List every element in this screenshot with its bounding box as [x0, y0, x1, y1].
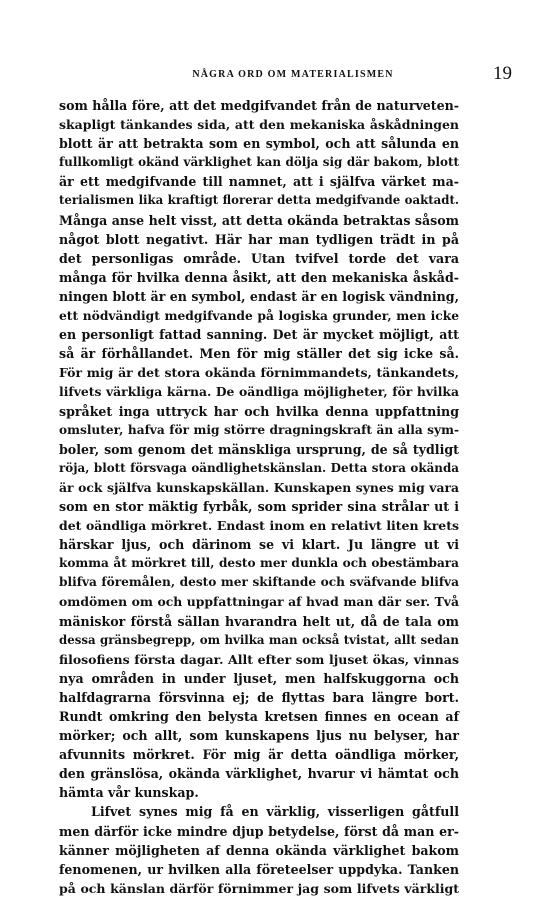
- text-line: men därför icke mindre djup betydelse, först då man er-: [59, 823, 459, 839]
- running-head-title: NÅGRA ORD OM MATERIALISMEN: [192, 68, 394, 80]
- text-line: nya områden in under ljuset, men halfskuggorna och: [59, 670, 459, 686]
- text-line: dessa gränsbegrepp, om hvilka man också tvistat, allt sedan: [59, 632, 459, 647]
- text-line: det personligas område. Utan tvifvel torde det vara: [59, 250, 459, 266]
- text-line: är ock själfva kunskapskällan. Kunskapen synes mig vara: [59, 479, 459, 495]
- text-line: så är förhållandet. Men för mig ställer det sig icke så.: [59, 346, 459, 362]
- text-line: en personligt fattad sanning. Det är mycket möjligt, att: [59, 327, 459, 343]
- text-line: något blott negativt. Här har man tydligen trädt in på: [59, 231, 459, 247]
- text-line: komma åt mörkret till, desto mer dunkla och obestämbara: [59, 556, 459, 571]
- text-line: röja, blott försvaga oändlighetskänslan. Detta stora okända: [59, 460, 459, 475]
- text-line: halfdagrarna försvinna ej; de flyttas bara längre bort.: [59, 689, 459, 705]
- text-line: afvunnits mörkret. För mig är detta oändliga mörker,: [59, 747, 459, 763]
- text-line: många för hvilka denna åsikt, att den mekaniska åskåd-: [59, 269, 459, 285]
- text-line: är ett medgifvande till namnet, att i själfva värket ma-: [59, 174, 459, 190]
- text-line: som en stor mäktig fyrbåk, som sprider sina strålar ut i: [59, 498, 459, 514]
- text-line: terialismen lika kraftigt florerar detta medgifvande oaktadt.: [59, 193, 459, 208]
- text-line: Rundt omkring den belysta kretsen finnes en ocean af: [59, 709, 459, 724]
- text-line: blifva föremålen, desto mer skiftande och sväfvande blifva: [59, 575, 459, 590]
- text-line: boler, som genom det mänskliga ursprung, de så tydligt: [59, 441, 459, 457]
- text-line: mörker; och allt, som kunskapens ljus nu belyser, har: [59, 728, 459, 744]
- text-line: mäniskor förstå sällan hvarandra helt ut, då de tala om: [59, 613, 459, 629]
- text-line: filosofiens första dagar. Allt efter som ljuset ökas, vinnas: [59, 651, 459, 667]
- body-text: [59, 96, 459, 898]
- text-line: det oändliga mörkret. Endast inom en relativt liten krets: [59, 518, 459, 534]
- text-line: blott är att betrakta som en symbol, och att sålunda en: [59, 136, 459, 152]
- text-line: skapligt tänkandes sida, att den mekaniska åskådningen: [59, 117, 459, 133]
- text-line: som hålla före, att det medgifvandet från de naturveten-: [59, 98, 459, 113]
- page-number: 19: [493, 63, 512, 84]
- text-line: språket inga uttryck har och hvilka denna uppfattning: [59, 403, 459, 419]
- text-line: på och känslan därför förnimmer jag som lifvets värkligt: [59, 880, 459, 896]
- text-line: omsluter, hafva för mig större dragningskraft än alla sym-: [59, 422, 459, 437]
- text-line: härskar ljus, och därinom se vi klart. Ju längre ut vi: [59, 537, 459, 553]
- text-line: lifvets värkliga kärna. De oändliga möjligheter, för hvilka: [59, 384, 459, 400]
- text-line: fullkomligt okänd värklighet kan dölja sig där bakom, blott: [59, 155, 459, 170]
- text-line: ningen blott är en symbol, endast är en logisk vändning,: [59, 288, 459, 304]
- text-line: Många anse helt visst, att detta okända betraktas såsom: [59, 212, 459, 228]
- text-line: ett nödvändigt medgifvande på logiska grunder, men icke: [59, 308, 459, 324]
- text-line: Lifvet synes mig få en värklig, visserligen gåtfull: [91, 804, 459, 820]
- text-line: hämta vår kunskap.: [59, 785, 199, 801]
- running-head: [30, 60, 512, 88]
- text-line: den gränslösa, okända värklighet, hvarur vi hämtat och: [59, 766, 459, 782]
- text-line: För mig är det stora okända förnimmandets, tänkandets,: [59, 365, 459, 381]
- text-line: fenomenen, ur hvilken alla företeelser uppdyka. Tanken: [59, 861, 459, 877]
- text-line: omdömen om och uppfattningar af hvad man där ser. Två: [59, 594, 459, 610]
- text-line: känner möjligheten af denna okända värklighet bakom: [59, 842, 459, 858]
